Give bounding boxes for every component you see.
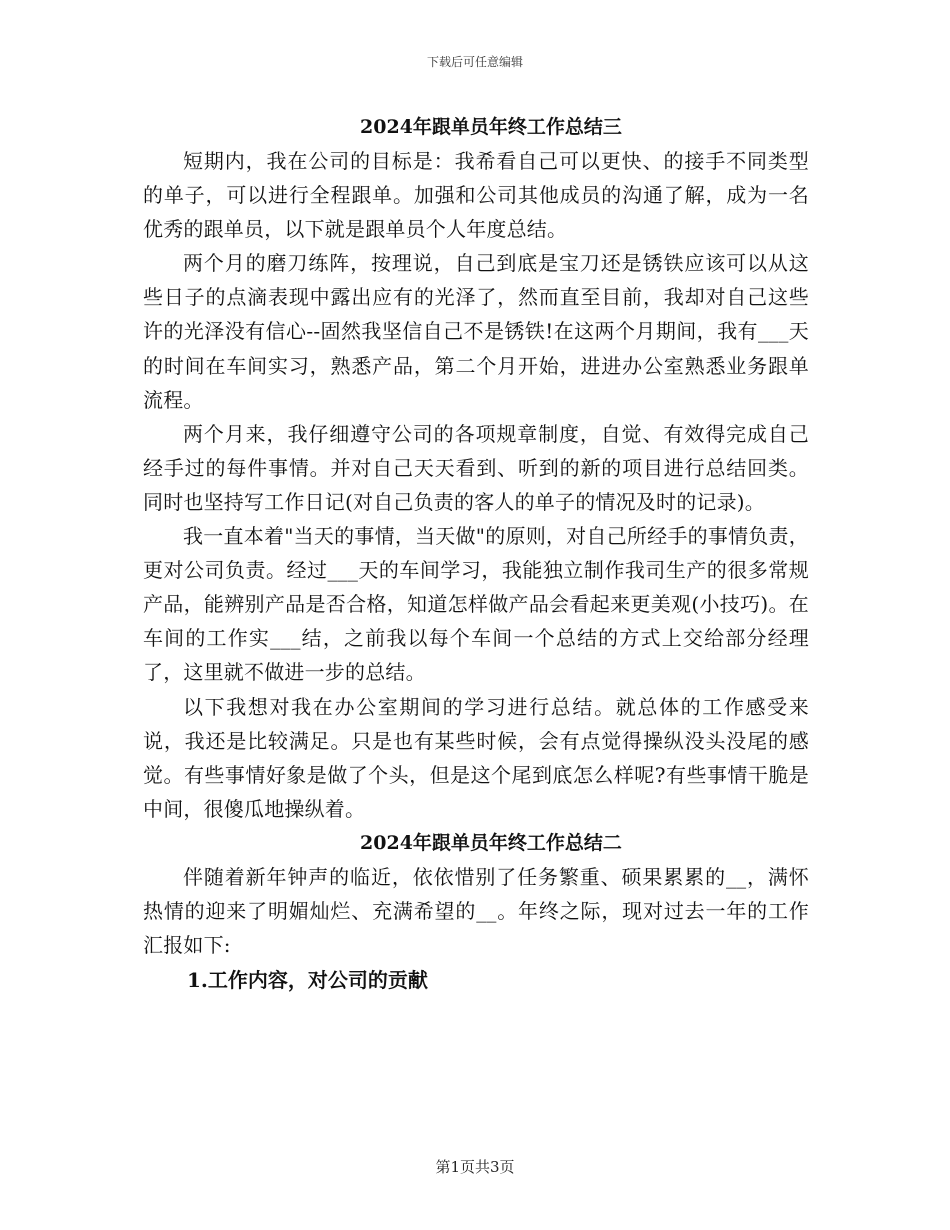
document-body [143, 110, 809, 998]
page-header: 下载后可任意编辑 [426, 55, 523, 69]
paragraph: 两个月的磨刀练阵，按理说，自己到底是宝刀还是锈铁应该可以从这些日子的点滴表现中露出应有的光泽了，然而直至目前，我却对自己这些许的光泽没有信心--固然我坚信自己不是锈铁!在这两个月期间，我有___天的时间在车间实习，熟悉产品，第二个月开始，进进办公室熟悉业务跟单流程。 [143, 251, 809, 412]
paragraph: 两个月来，我仔细遵守公司的各项规章制度，自觉、有效得完成自己经手过的每件事情。并对自己天天看到、听到的新的项目进行总结回类。同时也坚持写工作日记(对自己负责的客人的单子的情况及时的记录)。 [143, 421, 809, 514]
paragraph: 以下我想对我在办公室期间的学习进行总结。就总体的工作感受来说，我还是比较满足。只是也有某些时候，会有点觉得操纵没头没尾的感觉。有些事情好象是做了个头，但是这个尾到底怎么样呢?有些事情干脆是中间，很傻瓜地操纵着。 [143, 694, 809, 821]
paragraph: 我一直本着"当天的事情，当天做"的原则，对自己所经手的事情负责，更对公司负责。经过___天的车间学习，我能独立制作我司生产的很多常规产品，能辨别产品是否合格，知道怎样做产品会看起来更美观(小技巧)。在车间的工作实___结，之前我以每个车间一个总结的方式上交给部分经理了，这里就不做进一步的总结。 [143, 524, 809, 685]
page-footer: 第1页共3页 [435, 1158, 515, 1176]
paragraph: 短期内，我在公司的目标是：我希看自己可以更快、的接手不同类型的单子，可以进行全程跟单。加强和公司其他成员的沟通了解，成为一名优秀的跟单员，以下就是跟单员个人年度总结。 [143, 149, 809, 242]
section-title: 2024年跟单员年终工作总结二 [360, 831, 622, 854]
section-title: 2024年跟单员年终工作总结三 [360, 116, 622, 138]
paragraph: 伴随着新年钟声的临近，依依惜别了任务繁重、硕果累累的__，满怀热情的迎来了明媚灿烂、充满希望的__。年终之际，现对过去一年的工作汇报如下: [143, 864, 809, 958]
subheading: 1.工作内容，对公司的贡献 [187, 968, 428, 993]
